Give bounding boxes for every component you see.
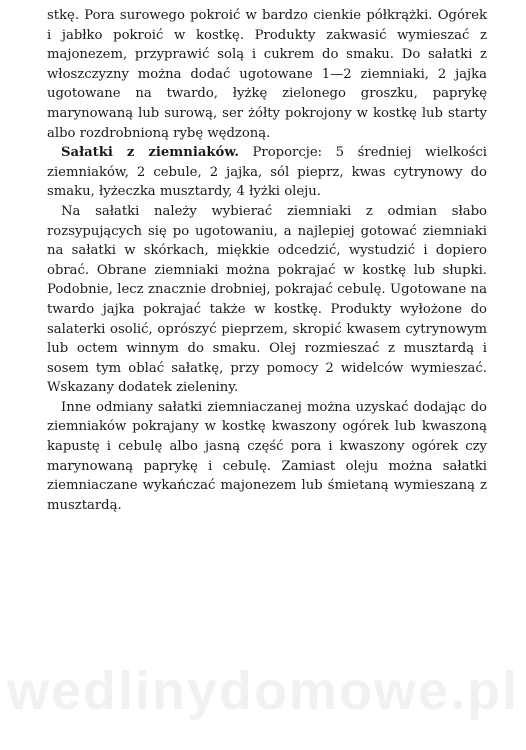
- section-title: Sałatki z ziemniaków.: [61, 145, 239, 161]
- paragraph-continuation: stkę. Pora surowego pokroić w bardzo cienkie półkrążki. Ogórek i jabłko pokroić w kostkę. Produkty zakwasić wymieszać z majonezem, przyprawić solą i cukrem do smaku. Do sałatki z włoszczyzny można dodać ugotowane 1—2 ziemniaki, 2 jajka ugotowane na twardo, łyżkę zielonego groszku, paprykę marynowaną lub surową, ser żółty pokrojony w kostkę lub starty albo rozdrobnioną rybę wędzoną.: [47, 8, 487, 141]
- paragraph-variants: Inne odmiany sałatki ziemniaczanej można uzyskać dodając do ziemniaków pokrajany w kostkę kwaszony ogórek lub kwaszoną kapustę i cebulę albo jasną część pora i kwaszony ogórek czy marynowaną paprykę i cebulę. Zamiast oleju można sałatki ziemniaczane wykańczać majonezem lub śmietaną wymieszaną z musztardą.: [47, 399, 487, 513]
- paragraph-salad-potatoes: [47, 143, 487, 202]
- page-text-block: [47, 6, 487, 515]
- proportions-text: Proporcje: 5 średniej wielkości ziemniaków, 2 cebule, 2 jajka, sól pieprz, kwas cytrynowy do smaku, łyżeczka musztardy, 4 łyżki oleju.: [47, 145, 488, 200]
- paragraph-preparation: Na sałatki należy wybierać ziemniaki z odmian słabo rozsypujących się po ugotowaniu, a najlepiej gotować ziemniaki na sałatki w skórkach, miękkie odcedzić, wystudzić i dopiero obrać. Obrane ziemniaki można pokrajać w kostkę lub słupki. Podobnie, lecz znacznie drobniej, pokrajać cebulę. Ugotowane na twardo jajka pokrajać także w kostkę. Produkty wyłożone do salaterki osolić, oprószyć pieprzem, skropić kwasem cytrynowym lub octem winnym do smaku. Olej rozmieszać z musztardą i sosem tym oblać sałatkę, przy pomocy 2 widelców wymieszać. Wskazany dodatek zieleniny.: [47, 203, 487, 396]
- watermark: wedlinydomowe.pl: [6, 661, 520, 721]
